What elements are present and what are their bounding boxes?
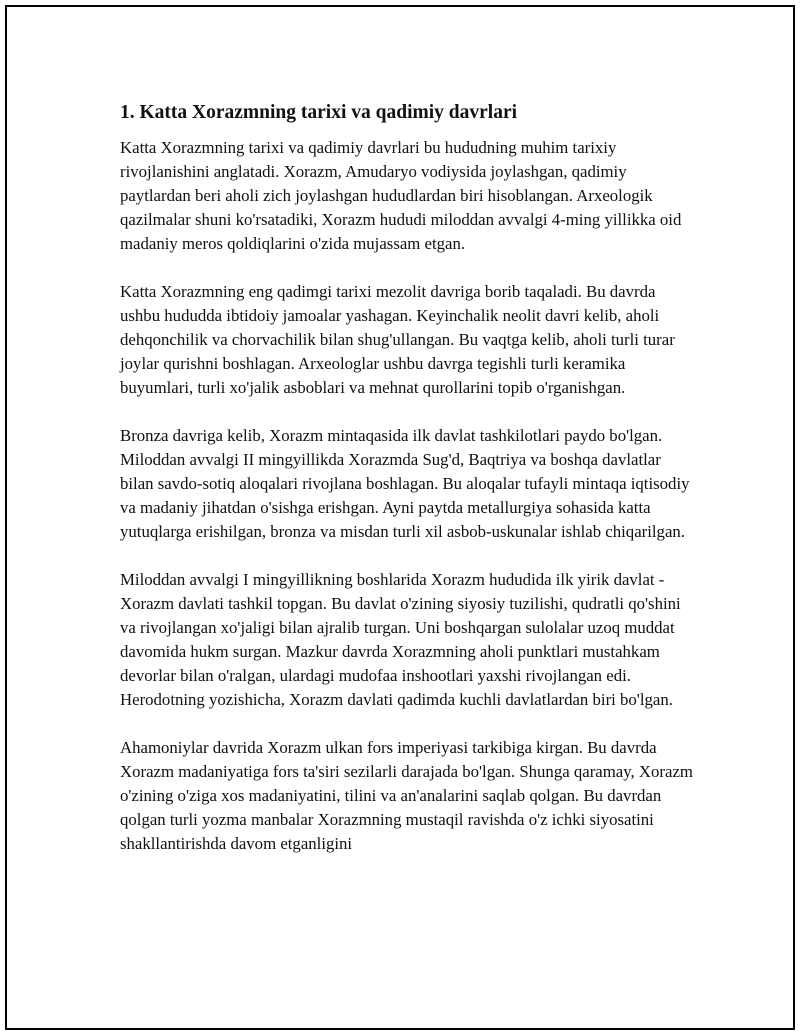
paragraph: Miloddan avvalgi I mingyillikning boshlarida Xorazm hududida ilk yirik davlat - Xorazm davlati tashkil topgan. Bu davlat o'zining siyosiy tuzilishi, qudratli qo'shini va rivojlangan xo'jaligi bilan ajralib turgan. Uni boshqargan sulolalar uzoq muddat davomida hukm surgan. Mazkur davrda Xorazmning aholi punktlari mustahkam devorlar bilan o'ralgan, ulardagi mudofaa inshootlari yaxshi rivojlangan edi. Herodotning yozishicha, Xorazm davlati qadimda kuchli davlatlardan biri bo'lgan. xyxy=(120,570,681,709)
document-body xyxy=(120,100,694,880)
paragraph: Katta Xorazmning tarixi va qadimiy davrlari bu hududning muhim tarixiy rivojlanishini anglatadi. Xorazm, Amudaryo vodiysida joylashgan, qadimiy paytlardan beri aholi zich joylashgan hududlardan biri hisoblangan. Arxeologik qazilmalar shuni ko'rsatadiki, Xorazm hududi miloddan avvalgi 4-ming yillikka oid madaniy meros qoldiqlarini o'zida mujassam etgan. xyxy=(120,138,682,253)
paragraph: Katta Xorazmning eng qadimgi tarixi mezolit davriga borib taqaladi. Bu davrda ushbu hududda ibtidoiy jamoalar yashagan. Keyinchalik neolit davri kelib, aholi dehqonchilik va chorvachilik bilan shug'ullangan. Bu vaqtga kelib, aholi turli turar joylar qurishni boshlagan. Arxeologlar ushbu davrga tegishli turli keramika buyumlari, turli xo'jalik asboblari va mehnat qurollarini topib o'rganishgan. xyxy=(120,282,675,397)
paragraph: Bronza davriga kelib, Xorazm mintaqasida ilk davlat tashkilotlari paydo bo'lgan. Miloddan avvalgi II mingyillikda Xorazmda Sug'd, Baqtriya va boshqa davlatlar bilan savdo-sotiq aloqalari rivojlana boshlagan. Bu aloqalar tufayli mintaqa iqtisodiy va madaniy jihatdan o'sishga erishgan. Ayni paytda metallurgiya sohasida katta yutuqlarga erishilgan, bronza va misdan turli xil asbob-uskunalar ishlab chiqarilgan. xyxy=(120,426,690,541)
page-frame xyxy=(5,5,795,1030)
document-title: 1. Katta Xorazmning tarixi va qadimiy davrlari xyxy=(120,102,518,123)
paragraph: Ahamoniylar davrida Xorazm ulkan fors imperiyasi tarkibiga kirgan. Bu davrda Xorazm madaniyatiga fors ta'siri sezilarli darajada bo'lgan. Shunga qaramay, Xorazm o'zining o'ziga xos madaniyatini, tilini va an'analarini saqlab qolgan. Bu davrdan qolgan turli yozma manbalar Xorazmning mustaqil ravishda o'z ichki siyosatini shakllantirishda davom etganligini xyxy=(120,738,693,853)
